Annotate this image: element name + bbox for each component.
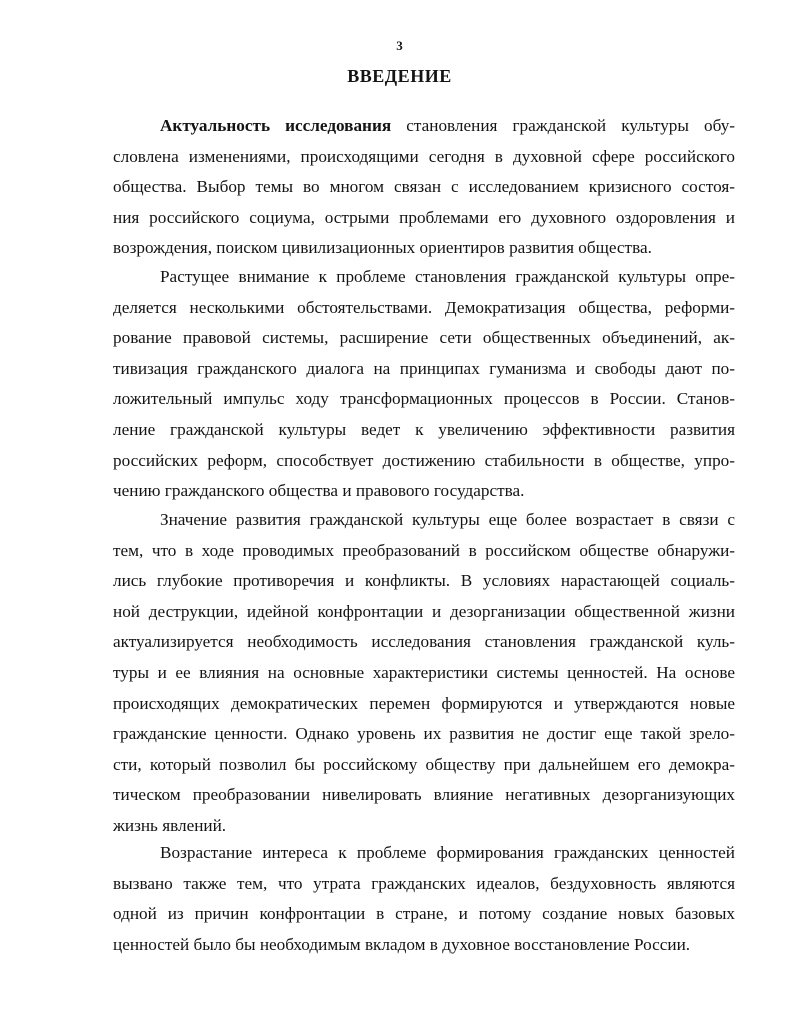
paragraph-line: актуализируется необходимость исследования становления гражданской куль-	[113, 632, 735, 652]
paragraph-significance	[113, 505, 735, 842]
paragraph-line: российских реформ, способствует достижению стабильности в обществе, упро-	[113, 450, 735, 470]
paragraph-line: ния российского социума, острыми проблемами его духовного оздоровления и	[113, 207, 735, 227]
paragraph-line: жизнь явлений.	[113, 815, 227, 835]
line-text: становления гражданской культуры обу-	[406, 116, 736, 135]
paragraph-line: лись глубокие противоречия и конфликты. В условиях нарастающей социаль-	[113, 571, 735, 591]
paragraph-line: рование правовой системы, расширение сети общественных объединений, ак-	[113, 328, 735, 348]
paragraph-relevance	[113, 111, 735, 264]
page-number: 3	[396, 38, 403, 53]
paragraph-line: общества. Выбор темы во многом связан с исследованием кризисного состоя-	[113, 177, 735, 197]
section-heading: ВВЕДЕНИЕ	[347, 66, 452, 86]
paragraph-line: Растущее внимание к проблеме становления гражданской культуры опре-	[160, 267, 735, 286]
paragraph-line: сти, который позволил бы российскому обществу при дальнейшем его демокра-	[113, 754, 735, 774]
bold-lead-text: Актуальность исследования	[160, 116, 392, 135]
paragraph-line: возрождения, поиском цивилизационных ориентиров развития общества.	[113, 238, 652, 258]
paragraph-line: чению гражданского общества и правового государства.	[113, 481, 525, 501]
paragraph-line: ценностей было бы необходимым вкладом в духовное восстановление России.	[113, 934, 691, 954]
paragraph-line: тивизация гражданского диалога на принципах гуманизма и свободы дают по-	[113, 358, 735, 378]
paragraph-line: Значение развития гражданской культуры еще более возрастает в связи с	[160, 510, 735, 529]
paragraph-line: деляется несколькими обстоятельствами. Демократизация общества, реформи-	[113, 297, 735, 317]
paragraph-line: тем, что в ходе проводимых преобразований в российском обществе обнаружи-	[113, 540, 735, 560]
paragraph-line: вызвано также тем, что утрата гражданских идеалов, бездуховность являются	[113, 873, 735, 893]
paragraph-interest-growth	[113, 838, 735, 960]
paragraph-line: ложительный импульс ходу трансформационных процессов в России. Станов-	[113, 389, 735, 409]
paragraph-line: происходящих демократических перемен формируются и утверждаются новые	[113, 693, 735, 713]
paragraph-growing-attention	[113, 262, 735, 507]
paragraph-line: гражданские ценности. Однако уровень их развития не достиг еще такой зрело-	[113, 724, 735, 744]
paragraph-line: ление гражданской культуры ведет к увеличению эффективности развития	[113, 419, 735, 439]
paragraph-line: ной деструкции, идейной конфронтации и дезорганизации общественной жизни	[113, 601, 735, 621]
paragraph-line: тическом преобразовании нивелировать влияние негативных дезорганизующих	[113, 785, 735, 805]
paragraph-line: одной из причин конфронтации в стране, и потому создание новых базовых	[113, 904, 735, 924]
paragraph-line: Возрастание интереса к проблеме формирования гражданских ценностей	[160, 843, 735, 862]
paragraph-line: словлена изменениями, происходящими сегодня в духовной сфере российского	[113, 146, 735, 166]
paragraph-line	[113, 111, 735, 142]
paragraph-line: туры и ее влияния на основные характеристики системы ценностей. На основе	[113, 662, 735, 682]
